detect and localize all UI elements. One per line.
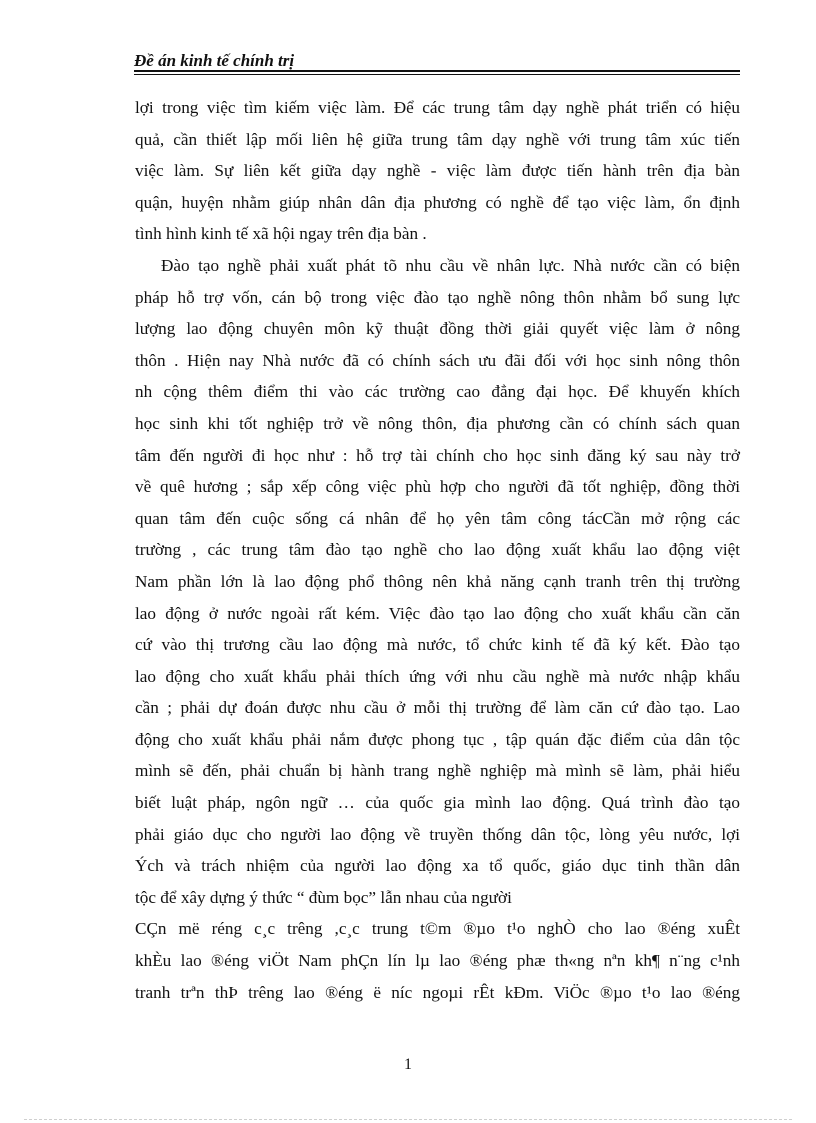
text-line: nh cộng thêm điểm thi vào các trường cao đẳng đại học. Để khuyến khích [135, 382, 740, 402]
text-line: cần ; phải dự đoán được nhu cầu ở mỗi thị trường để làm căn cứ đào tạo. Lao [135, 698, 740, 718]
header-title: Đề án kinh tế chính trị [134, 51, 295, 70]
text-line: mình sẽ đến, phải chuẩn bị hành trang nghề nghiệp mà mình sẽ làm, phải hiểu [135, 761, 740, 781]
text-line: trường , các trung tâm đào tạo nghề cho lao động xuất khẩu lao động việt [135, 540, 740, 560]
text-line: về quê hương ; sắp xếp công việc phù hợp cho người đã tốt nghiệp, đồng thời [135, 477, 740, 497]
page-bottom-edge [24, 1119, 792, 1120]
text-line: quận, huyện nhằm giúp nhân dân địa phương có nghề để tạo việc làm, ổn định [135, 192, 740, 212]
header-rule-thin [134, 74, 740, 75]
text-line: thôn . Hiện nay Nhà nước đã có chính sách ưu đãi đối với học sinh nông thôn [135, 350, 740, 370]
text-line: quan tâm đến cuộc sống cá nhân để họ yên tâm công tácCần mở rộng các [135, 508, 740, 528]
text-line: biết luật pháp, ngôn ngữ … của quốc gia mình lao động. Quá trình đào tạo [135, 793, 740, 813]
header-rule-thick [134, 70, 740, 72]
text-line: cứ vào thị trương cầu lao động mà nước, tổ chức kinh tế đã ký kết. Đào tạo [135, 635, 740, 655]
text-line: Nam phần lớn là lao động phổ thông nên khả năng cạnh tranh trên thị trường [135, 571, 740, 591]
text-line: Đào tạo nghề phải xuất phát tõ nhu cầu về nhân lực. Nhà nước cần có biện [161, 255, 740, 275]
body-text [135, 92, 740, 1008]
text-line: CÇn më réng c¸c trêng ,c¸c trung t©m ®µo t¹o nghÒ cho lao ®éng xuÊt [135, 919, 740, 939]
text-line: lao động ở nước ngoài rất kém. Việc đào tạo lao động cho xuất khẩu cần căn [135, 603, 740, 623]
text-line: động cho xuất khẩu phải nắm được phong tục , tập quán đặc điểm của dân tộc [135, 729, 740, 749]
page-number: 1 [404, 1056, 412, 1073]
text-line: việc làm. Sự liên kết giữa dạy nghề - việc làm được tiến hành trên địa bàn [135, 161, 740, 181]
text-line: phải giáo dục cho người lao động về truyền thống dân tộc, lòng yêu nước, lợi [135, 824, 740, 844]
text-line: quả, cần thiết lập mối liên hệ giữa trung tâm dạy nghề với trung tâm xúc tiến [135, 129, 740, 149]
text-line: lượng lao động chuyên môn kỹ thuật đồng thời giải quyết việc làm ở nông [135, 319, 740, 339]
text-line: lợi trong việc tìm kiếm việc làm. Để các trung tâm dạy nghề phát triển có hiệu [135, 98, 740, 117]
text-line: tình hình kinh tế xã hội ngay trên địa bàn . [135, 224, 427, 244]
text-line: khÈu lao ®éng viÖt Nam phÇn lín lµ lao ®éng phæ th«ng nªn kh¶ n¨ng c¹nh [135, 951, 740, 971]
text-line: pháp hỗ trợ vốn, cán bộ trong việc đào tạo nghề nông thôn nhằm bổ sung lực [135, 287, 740, 307]
page-header [134, 51, 740, 71]
text-line: học sinh khi tốt nghiệp trở về nông thôn, địa phương cần có chính sách quan [135, 413, 740, 433]
text-line: Ých và trách nhiệm của người lao động xa tổ quốc, giáo dục tinh thần dân [135, 856, 740, 876]
text-line: lao động cho xuất khẩu phải thích ứng với nhu cầu nghề mà nước nhập khẩu [135, 666, 740, 686]
text-line: tranh trªn thÞ trêng lao ®éng ë níc ngoµi rÊt kÐm. ViÖc ®µo t¹o lao ®éng [135, 982, 740, 1002]
text-line: tộc để xây dựng ý thức “ đùm bọc” lẫn nhau của người [135, 887, 512, 907]
text-line: tâm đến người đi học như : hỗ trợ tài chính cho học sinh đăng ký sau này trở [135, 445, 740, 465]
